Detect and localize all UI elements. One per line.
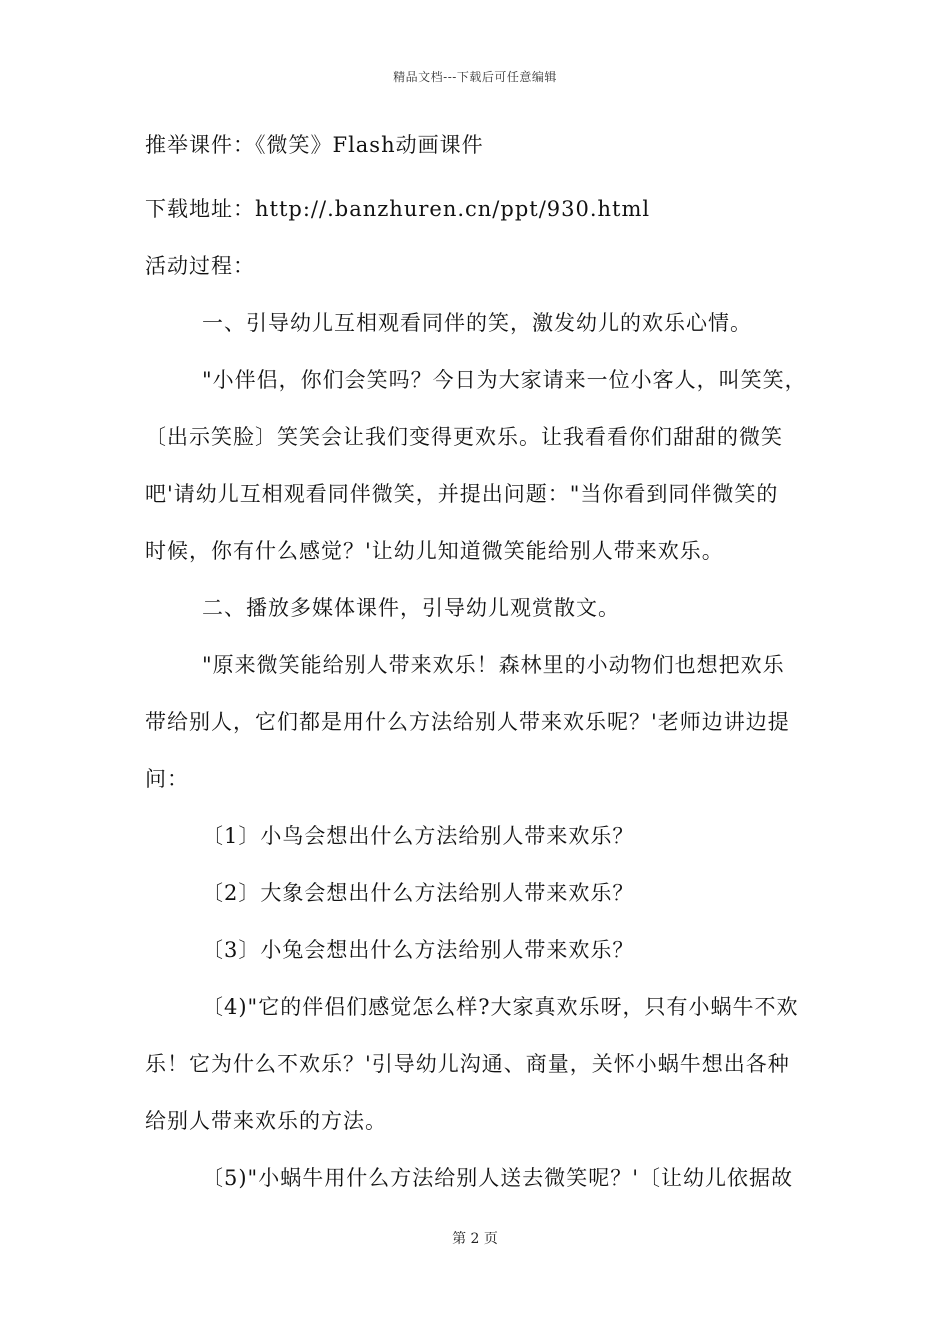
paragraph-line: 时候，你有什么感觉？'让幼儿知道微笑能给别人带来欢乐。: [145, 539, 724, 563]
text-line-download-address: 下载地址：http://.banzhuren.cn/ppt/930.html: [145, 197, 651, 221]
section-heading-2: 二、播放多媒体课件，引导幼儿观赏散文。: [202, 596, 620, 620]
paragraph-line: 给别人带来欢乐的方法。: [145, 1109, 387, 1133]
paragraph-line: 乐！它为什么不欢乐？'引导幼儿沟通、商量，关怀小蜗牛想出各种: [145, 1052, 790, 1076]
section-heading-1: 一、引导幼儿互相观看同伴的笑，激发幼儿的欢乐心情。: [202, 311, 752, 335]
question-1: 〔1〕小鸟会想出什么方法给别人带来欢乐？: [202, 824, 635, 848]
paragraph-line: 带给别人，它们都是用什么方法给别人带来欢乐呢？'老师边讲边提: [145, 710, 790, 734]
question-4: 〔4)"它的伴侣们感觉怎么样?大家真欢乐呀，只有小蜗牛不欢: [202, 995, 799, 1019]
question-3: 〔3〕小兔会想出什么方法给别人带来欢乐？: [202, 938, 635, 962]
page-number: 第 2 页: [452, 1231, 498, 1247]
question-5: 〔5)"小蜗牛用什么方法给别人送去微笑呢？'〔让幼儿依据故: [202, 1166, 793, 1190]
text-line-recommended-courseware: 推举课件：《微笑》Flash动画课件: [145, 133, 484, 157]
page-header: 精品文档---下载后可任意编辑: [393, 70, 557, 84]
question-2: 〔2〕大象会想出什么方法给别人带来欢乐？: [202, 881, 635, 905]
paragraph-line: 问：: [145, 767, 189, 791]
paragraph-line: 〔出示笑脸〕笑笑会让我们变得更欢乐。让我看看你们甜甜的微笑: [145, 425, 783, 449]
text-line-activity-process: 活动过程：: [145, 254, 255, 278]
paragraph-line: 吧'请幼儿互相观看同伴微笑，并提出问题："当你看到同伴微笑的: [145, 482, 779, 506]
paragraph-line: "小伴侣，你们会笑吗？今日为大家请来一位小客人，叫笑笑，: [202, 368, 807, 392]
paragraph-line: "原来微笑能给别人带来欢乐！森林里的小动物们也想把欢乐: [202, 653, 785, 677]
